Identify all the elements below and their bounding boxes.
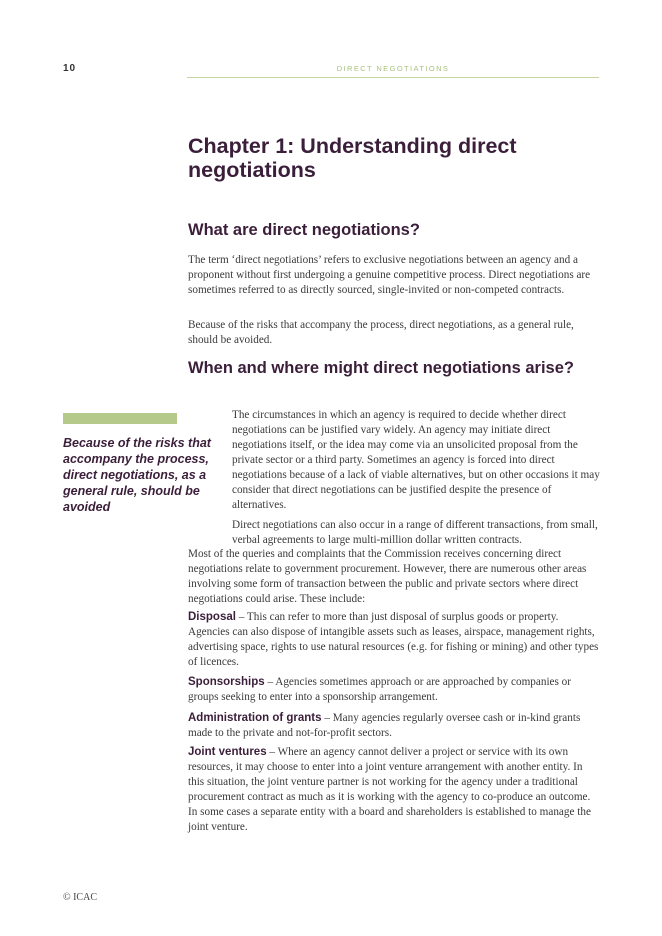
definition-text: – This can refer to more than just disposal of surplus goods or property. Agencies can also dispose of intangible assets such as leases, airspace, management rights, advertising space, rights to use natural resources (e.g. for fishing or mining) and other types of licences. <box>188 611 599 668</box>
definition-term: Sponsorships <box>188 676 265 688</box>
body-paragraph: The term ‘direct negotiations’ refers to exclusive negotiations between an agency and a proponent without first undergoing a genuine competitive process. Direct negotiations are sometimes referred to as directly sourced, single-invited or non-competed contracts. <box>188 254 591 296</box>
chapter-title: Chapter 1: Understanding direct negotiations <box>188 134 517 182</box>
body-paragraph: Most of the queries and complaints that the Commission receives concerning direct negotiations relate to government procurement. However, there are numerous other areas involving some form of transaction between the public and private sectors where direct negotiations could arise. These include: <box>188 548 587 605</box>
definition-term: Joint ventures <box>188 746 267 758</box>
definition-text: – Agencies sometimes approach or are approached by companies or groups seeking to enter into a sponsorship arrangement. <box>188 676 571 703</box>
body-paragraph: The circumstances in which an agency is required to decide whether direct negotiations can be justified vary widely. An agency may initiate direct negotiations itself, or the idea may come via an unsolicited proposal from the private sector or a third party. Sometimes an agency is forced into direct negotiations because of a lack of viable alternatives, but on other occasions it may consider that direct negotiations can be justified despite the presence of alternatives. <box>232 409 600 511</box>
definition-text: – Where an agency cannot deliver a project or service with its own resources, it may choose to enter into a joint venture arrangement with another entity. In this situation, the joint venture partner is not working for the agency under a traditional procurement contract as much as it is working with the agency to co-produce an outcome. In some cases a separate entity with a board and shareholders is established to manage the joint venture. <box>188 746 591 833</box>
body-paragraph: Because of the risks that accompany the process, direct negotiations, as a general rule, should be avoided. <box>188 319 574 346</box>
pull-quote: Because of the risks that accompany the process, direct negotiations, as a general rule, should be avoided <box>63 436 211 514</box>
header-rule <box>187 77 599 78</box>
definition-text: – Many agencies regularly oversee cash or in-kind grants made to the private and not-for-profit sectors. <box>188 712 581 739</box>
footer-copyright: © ICAC <box>63 892 97 903</box>
page-number: 10 <box>63 63 77 74</box>
running-header: DIRECT NEGOTIATIONS <box>336 64 450 73</box>
section-heading-when-where: When and where might direct negotiations arise? <box>188 359 574 377</box>
definition-sponsorships <box>188 675 600 705</box>
definition-joint-ventures <box>188 745 600 835</box>
definition-term: Administration of grants <box>188 712 322 724</box>
section-heading-what: What are direct negotiations? <box>188 221 420 239</box>
definition-disposal <box>188 610 600 670</box>
body-paragraph: Direct negotiations can also occur in a range of different transactions, from small, verbal agreements to large multi-million dollar written contracts. <box>232 519 598 546</box>
definition-term: Disposal <box>188 611 236 623</box>
pull-quote-accent-bar <box>63 413 177 424</box>
definition-grants <box>188 711 600 741</box>
